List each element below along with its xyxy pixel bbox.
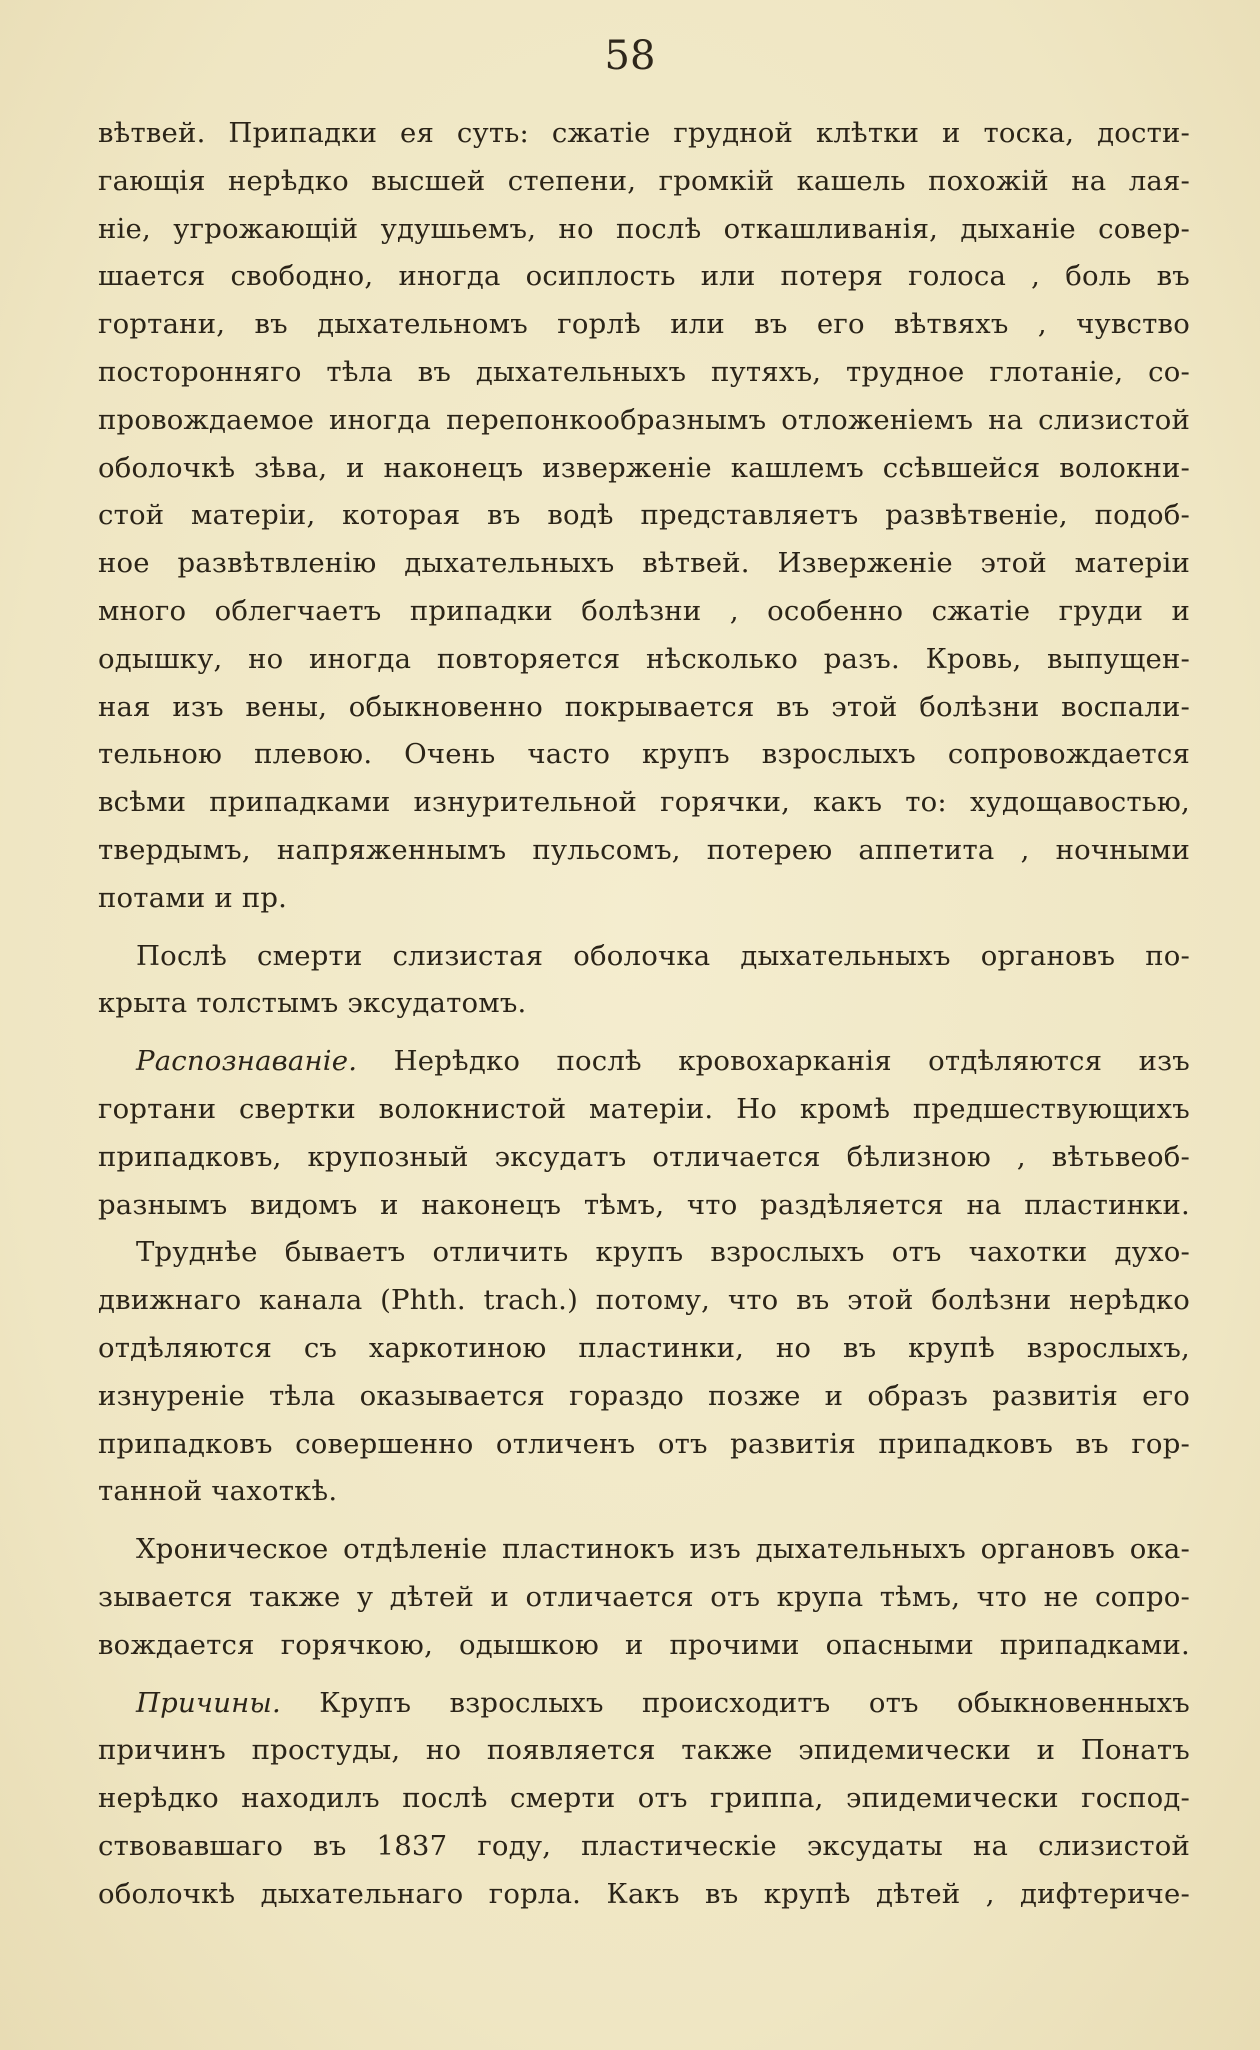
text-line: танной чахоткѣ. (98, 1475, 338, 1508)
text-line: Хроническое отдѣленіе пластинокъ изъ дыхательныхъ органовъ ока- (136, 1533, 1190, 1566)
page-number: 58 (604, 33, 656, 79)
text-line: шается свободно, иногда осиплость или потеря голоса , боль въ (98, 260, 1190, 293)
text-line: крыта толстымъ эксудатомъ. (98, 987, 527, 1020)
text-line: Труднѣе бываетъ отличить крупъ взрослыхъ отъ чахотки духо- (136, 1236, 1190, 1269)
text-line: вождается горячкою, одышкою и прочими опасными припадками. (98, 1628, 1190, 1661)
text-line: изнуреніе тѣла оказывается гораздо позже и образъ развитія его (98, 1379, 1190, 1412)
text-line: гающія нерѣдко высшей степени, громкій кашель похожій на лая- (98, 164, 1190, 197)
text-line: припадковъ совершенно отличенъ отъ развитія припадковъ въ гор- (98, 1427, 1190, 1460)
text-line: оболочкѣ зѣва, и наконецъ изверженіе кашлемъ ссѣвшейся волокни- (98, 451, 1190, 484)
text-line: посторонняго тѣла въ дыхательныхъ путяхъ, трудное глотаніе, со- (98, 355, 1190, 388)
text-line: твердымъ, напряженнымъ пульсомъ, потерею аппетита , ночными (98, 833, 1190, 866)
text-line: движнаго канала (Phth. trach.) потому, что въ этой болѣзни нерѣдко (98, 1284, 1190, 1317)
text-fragment: Нерѣдко послѣ кровохарканія отдѣляются изъ (393, 1045, 1190, 1078)
section-heading-diagnosis: Распознаваніе. (136, 1045, 358, 1078)
text-line: тельною плевою. Очень часто крупъ взрослыхъ сопровождается (98, 738, 1190, 771)
text-line: всѣми припадками изнурительной горячки, какъ то: худощавостью, (98, 786, 1190, 819)
text-line: вѣтвей. Припадки ея суть: сжатіе грудной клѣтки и тоска, дости- (98, 117, 1190, 149)
text-line: нерѣдко находилъ послѣ смерти отъ гриппа, эпидемически господ- (98, 1782, 1190, 1815)
text-line: ствовавшаго въ 1837 году, пластическіе эксудаты на слизистой (98, 1829, 1190, 1862)
text-line: провождаемое иногда перепонкообразнымъ отложеніемъ на слизистой (98, 403, 1190, 436)
text-line: оболочкѣ дыхательнаго горла. Какъ въ крупѣ дѣтей , дифтериче- (98, 1877, 1190, 1910)
text-line: гортани свертки волокнистой матеріи. Но кромѣ предшествующихъ (98, 1092, 1190, 1125)
text-line: одышку, но иногда повторяется нѣсколько разъ. Кровь, выпущен- (98, 642, 1190, 675)
text-line: разнымъ видомъ и наконецъ тѣмъ, что раздѣляется на пластинки. (98, 1188, 1190, 1221)
text-line (98, 1038, 1190, 1086)
text-line: потами и пр. (98, 881, 288, 914)
text-line: ная изъ вены, обыкновенно покрывается въ этой болѣзни воспали- (98, 690, 1190, 723)
text-line: стой матеріи, которая въ водѣ представляетъ развѣтвеніе, подоб- (98, 499, 1190, 532)
text-line: ное развѣтвленію дыхательныхъ вѣтвей. Изверженіе этой матеріи (98, 547, 1190, 580)
body-text (98, 110, 1190, 1918)
text-fragment: Крупъ взрослыхъ происходитъ отъ обыкновенныхъ (319, 1686, 1190, 1719)
section-heading-causes: Причины. (136, 1686, 281, 1719)
text-line: отдѣляются съ харкотиною пластинки, но въ крупѣ взрослыхъ, (98, 1331, 1190, 1364)
text-line: ніе, угрожающій удушьемъ, но послѣ откашливанія, дыханіе совер- (98, 212, 1190, 245)
text-line (98, 1680, 1190, 1728)
text-line: причинъ простуды, но появляется также эпидемически и Понатъ (98, 1734, 1190, 1767)
text-line: зывается также у дѣтей и отличается отъ крупа тѣмъ, что не сопро- (98, 1580, 1190, 1613)
text-line: Послѣ смерти слизистая оболочка дыхательныхъ органовъ по- (136, 939, 1190, 972)
text-line: гортани, въ дыхательномъ горлѣ или въ его вѣтвяхъ , чувство (98, 308, 1190, 341)
text-line: много облегчаетъ припадки болѣзни , особенно сжатіе груди и (98, 594, 1190, 627)
text-line: припадковъ, крупозный эксудатъ отличается бѣлизною , вѣтьвеоб- (98, 1140, 1190, 1173)
